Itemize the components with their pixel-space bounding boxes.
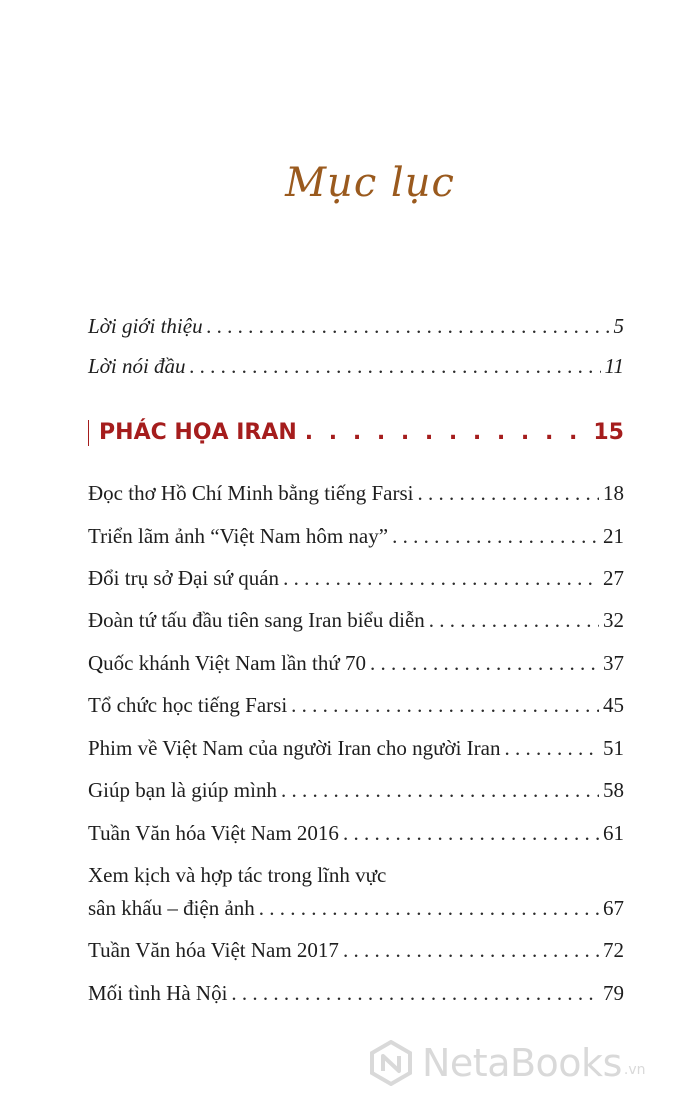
dot-leader <box>504 735 599 761</box>
dot-leader <box>305 420 586 445</box>
dot-leader <box>343 820 599 846</box>
dot-leader <box>392 523 599 549</box>
watermark-text: NetaBooks <box>422 1041 622 1085</box>
dot-leader <box>283 565 599 591</box>
toc-entry[interactable] <box>88 937 624 963</box>
dot-leader <box>259 895 599 921</box>
entry-label: Triển lãm ảnh “Việt Nam hôm nay” <box>88 524 389 548</box>
toc-entry[interactable] <box>88 607 624 633</box>
entry-page: 51 <box>603 736 624 760</box>
dot-leader <box>291 692 599 718</box>
watermark-suffix: .vn <box>623 1062 646 1078</box>
toc-entry[interactable] <box>88 565 624 591</box>
entry-page: 72 <box>603 938 624 962</box>
section-heading[interactable] <box>88 420 624 446</box>
entry-label: Đoàn tứ tấu đầu tiên sang Iran biểu diễn <box>88 608 425 632</box>
entry-page: 37 <box>603 651 624 675</box>
netabooks-logo-icon <box>368 1040 414 1086</box>
toc-entry-preface[interactable] <box>88 353 624 379</box>
entry-label: Tuần Văn hóa Việt Nam 2016 <box>88 821 339 845</box>
entry-page: 11 <box>604 354 624 378</box>
watermark <box>368 1040 645 1086</box>
entry-label: Đọc thơ Hồ Chí Minh bằng tiếng Farsi <box>88 481 414 505</box>
entry-label-line1: Xem kịch và hợp tác trong lĩnh vực <box>88 863 387 887</box>
entry-page: 5 <box>613 314 624 338</box>
entry-label: Quốc khánh Việt Nam lần thứ 70 <box>88 651 367 675</box>
toc-title: Mục lục <box>285 160 455 206</box>
toc-entry[interactable] <box>88 895 624 921</box>
dot-leader <box>281 777 599 803</box>
entry-label: Đổi trụ sở Đại sứ quán <box>88 566 280 590</box>
toc-entry-intro[interactable] <box>88 313 624 339</box>
dot-leader <box>418 480 600 506</box>
entry-page: 61 <box>603 821 624 845</box>
dot-leader <box>429 607 599 633</box>
dot-leader <box>231 980 599 1006</box>
dot-leader <box>370 650 599 676</box>
section-label: PHÁC HỌA IRAN <box>99 420 297 445</box>
entry-label: Tuần Văn hóa Việt Nam 2017 <box>88 938 339 962</box>
dot-leader <box>207 313 610 339</box>
toc-entry[interactable] <box>88 735 624 761</box>
toc-entry[interactable] <box>88 820 624 846</box>
toc-entry[interactable] <box>88 523 624 549</box>
entry-label: Mối tình Hà Nội <box>88 981 228 1005</box>
entry-page: 32 <box>603 608 624 632</box>
toc-entry[interactable] <box>88 980 624 1006</box>
entry-page: 58 <box>603 778 624 802</box>
dot-leader <box>190 353 601 379</box>
entry-label: sân khấu – điện ảnh <box>88 896 255 920</box>
toc-entry[interactable] <box>88 480 624 506</box>
dot-leader <box>343 937 599 963</box>
entry-page: 18 <box>603 481 624 505</box>
entry-label: Tổ chức học tiếng Farsi <box>88 693 288 717</box>
entry-page: 27 <box>603 566 624 590</box>
entry-label: Lời giới thiệu <box>88 314 203 338</box>
entry-label: Giúp bạn là giúp mình <box>88 778 277 802</box>
entry-page: 45 <box>603 693 624 717</box>
entry-label: Phim về Việt Nam của người Iran cho người Iran <box>88 736 501 760</box>
toc-entry[interactable] <box>88 650 624 676</box>
section-marker <box>88 420 89 446</box>
entry-page: 21 <box>603 524 624 548</box>
toc-entry[interactable] <box>88 777 624 803</box>
entry-page: 79 <box>603 981 624 1005</box>
toc-entry[interactable] <box>88 692 624 718</box>
section-page: 15 <box>593 420 624 445</box>
entry-label: Lời nói đầu <box>88 354 186 378</box>
entry-page: 67 <box>603 896 624 920</box>
